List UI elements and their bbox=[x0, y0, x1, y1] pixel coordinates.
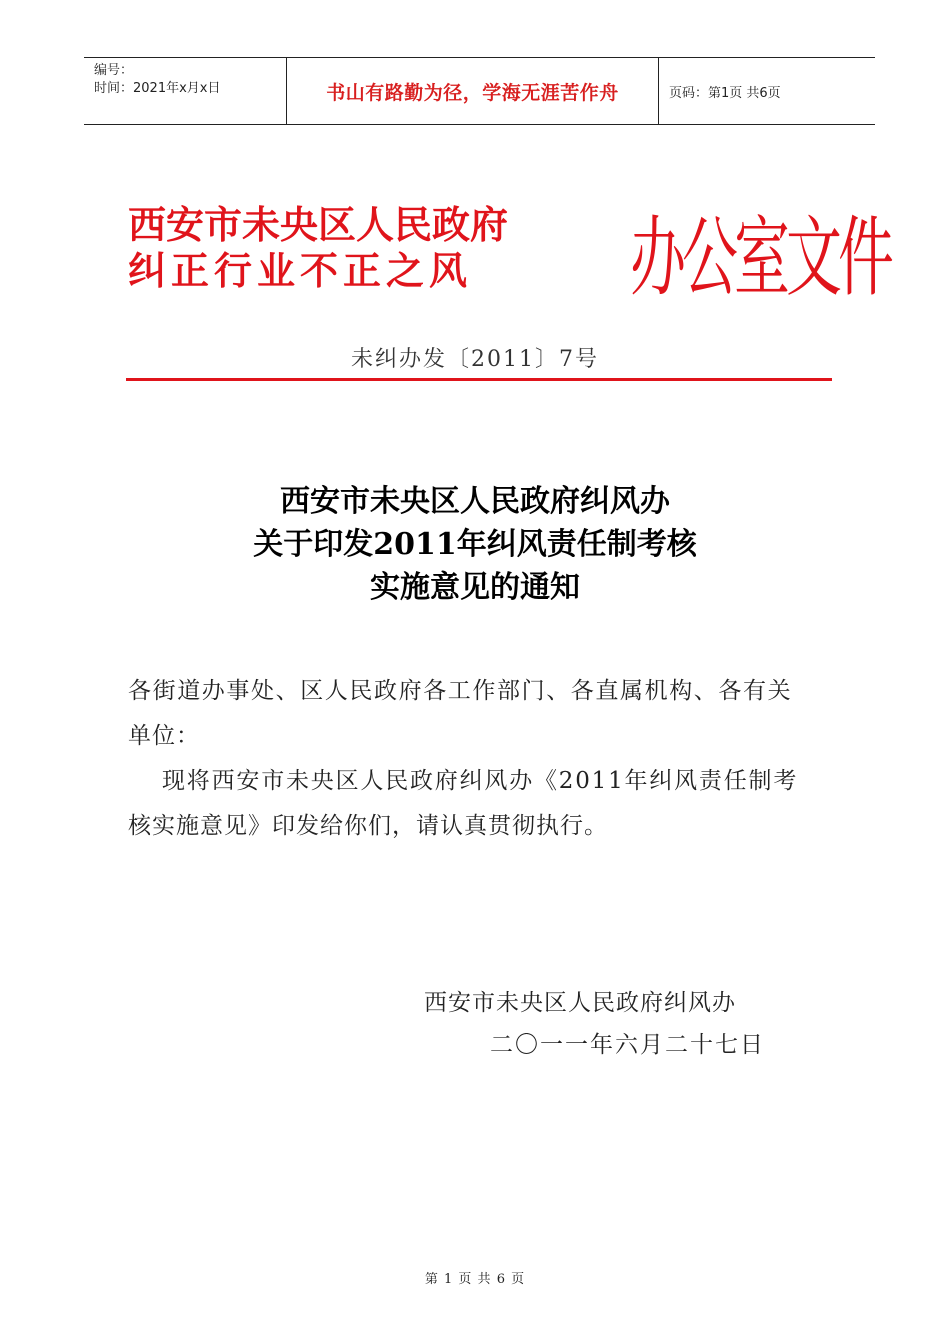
header-motto: 书山有路勤为径，学海无涯苦作舟 bbox=[286, 58, 659, 124]
document-title bbox=[0, 480, 950, 609]
addressee-line-2: 单位： bbox=[128, 723, 200, 749]
title-line-3: 实施意见的通知 bbox=[370, 570, 580, 605]
signature-date: 二〇一一年六月二十七日 bbox=[490, 1032, 765, 1058]
masthead-line-1: 西安市未央区人民政府 bbox=[128, 203, 509, 247]
content-line-2: 核实施意见》印发给你们，请认真贯彻执行。 bbox=[128, 813, 608, 839]
masthead-line-2: 纠正行业不正之风 bbox=[128, 249, 473, 293]
addressee-line-1: 各街道办事处、区人民政府各工作部门、各直属机构、各有关 bbox=[128, 678, 793, 704]
page-footer: 第 1 页 共 6 页 bbox=[424, 1272, 526, 1287]
content-line-1: 现将西安市未央区人民政府纠风办《2011年纠风责任制考 bbox=[162, 768, 799, 794]
red-divider bbox=[126, 378, 832, 381]
signature-organization: 西安市未央区人民政府纠风办 bbox=[424, 990, 736, 1016]
document-number: 未纠办发〔2011〕7号 bbox=[351, 347, 599, 372]
title-line-1: 西安市未央区人民政府纠风办 bbox=[280, 484, 670, 519]
header-meta bbox=[84, 58, 286, 124]
masthead-suffix: 办公室文件 bbox=[630, 208, 890, 310]
header-page-info: 页码：第1页 共6页 bbox=[669, 85, 781, 101]
title-line-2: 关于印发2011年纠风责任制考核 bbox=[253, 527, 697, 562]
time-label: 时间：2021年x月x日 bbox=[94, 81, 221, 96]
page-header bbox=[84, 57, 875, 125]
serial-label: 编号： bbox=[94, 63, 134, 78]
